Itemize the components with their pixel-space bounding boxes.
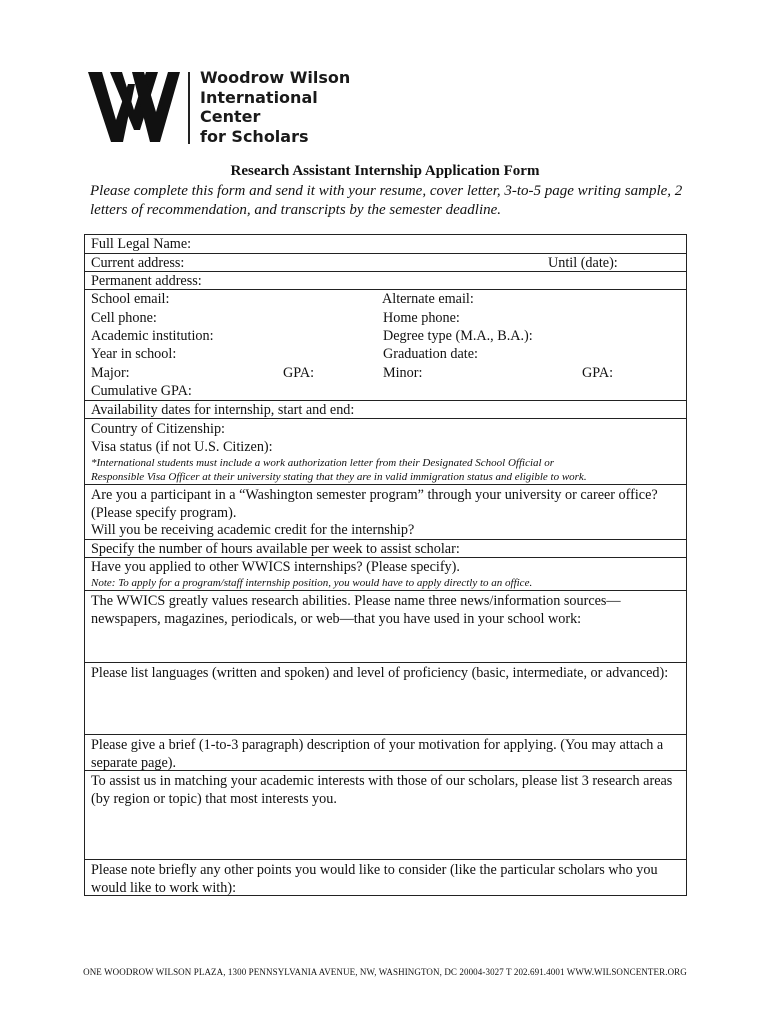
research-sources-label: The WWICS greatly values research abilities. Please name three news/information sources—newspapers, magazines, periodicals, or web—that you have used in your school work: [91,593,621,627]
permanent-address-label: Permanent address: [91,273,202,289]
cell-phone-label: Cell phone: [91,310,157,326]
form-title: Research Assistant Internship Application Form [230,163,540,179]
row-other-internships[interactable] [85,557,686,591]
cumulative-gpa-label: Cumulative GPA: [91,383,192,399]
row-citizenship[interactable] [85,418,686,485]
languages-label: Please list languages (written and spoken) and level of proficiency (basic, intermediate, or advanced): [91,665,669,681]
logo-line: International [200,87,318,107]
graduation-date-label: Graduation date: [383,346,478,362]
minor-label: Minor: [383,365,423,381]
research-areas-label: To assist us in matching your academic interests with those of our scholars, please list 3 research areas (by region or topic) that most interests you. [91,773,673,807]
visa-note-line: *International students must include a work authorization letter from their Designated School Official or [91,457,555,469]
hours-available-label: Specify the number of hours available per week to assist scholar: [91,541,460,557]
full-legal-name-label: Full Legal Name: [91,236,192,252]
row-full-legal-name[interactable] [85,235,686,253]
row-permanent-address[interactable] [85,271,686,290]
year-in-school-label: Year in school: [91,346,177,362]
minor-gpa-label: GPA: [582,365,614,381]
academic-institution-label: Academic institution: [91,328,214,344]
row-research-sources[interactable] [85,590,686,663]
row-other-points[interactable] [85,859,686,896]
degree-type-label: Degree type (M.A., B.A.): [383,328,533,344]
school-email-label: School email: [91,291,170,307]
row-languages[interactable] [85,662,686,735]
application-form [84,234,687,896]
alternate-email-label: Alternate email: [382,291,474,307]
country-citizenship-label: Country of Citizenship: [91,421,225,437]
home-phone-label: Home phone: [383,310,460,326]
until-date-label: Until (date): [548,255,618,271]
logo-line: Center [200,107,261,126]
logo-line: for Scholars [200,126,309,146]
footer-address: ONE WOODROW WILSON PLAZA, 1300 PENNSYLVANIA AVENUE, NW, WASHINGTON, DC 20004-3027 T 202.691.4001 WWW.WILSONCENTER.ORG [83,967,687,977]
academic-credit-label: Will you be receiving academic credit for the internship? [91,522,415,538]
row-hours-available[interactable] [85,539,686,558]
visa-status-label: Visa status (if not U.S. Citizen): [91,439,273,455]
internship-note: Note: To apply for a program/staff internship position, you would have to apply directly to an office. [91,577,533,589]
availability-label: Availability dates for internship, start and end: [91,402,355,418]
logo [88,68,378,148]
visa-note-line: Responsible Visa Officer at their university stating that they are in valid immigration status and eligible to work. [91,471,587,483]
row-availability[interactable] [85,400,686,419]
organization-name [200,68,350,146]
current-address-label: Current address: [91,255,185,271]
row-washington-program[interactable] [85,484,686,540]
row-motivation[interactable] [85,734,686,771]
wilson-center-w-logo-icon [88,72,180,142]
major-gpa-label: GPA: [283,365,315,381]
other-points-label: Please note briefly any other points you would like to consider (like the particular scholars who you would like to work with): [91,862,658,896]
major-label: Major: [91,365,130,381]
motivation-label: Please give a brief (1-to-3 paragraph) description of your motivation for applying. (You may attach a separate page). [91,737,664,771]
washington-program-label: Are you a participant in a “Washington semester program” through your university or career office? (Please specify program). [91,487,658,521]
logo-divider [188,72,190,144]
row-research-areas[interactable] [85,770,686,860]
row-contact-academic[interactable] [85,289,686,401]
row-current-address[interactable] [85,253,686,272]
form-instructions: Please complete this form and send it with your resume, cover letter, 3-to-5 page writing sample, 2 letters of recommendation, and transcripts by the semester deadline. [90,183,683,218]
other-internships-label: Have you applied to other WWICS internships? (Please specify). [91,559,460,575]
logo-line: Woodrow Wilson [200,68,351,87]
